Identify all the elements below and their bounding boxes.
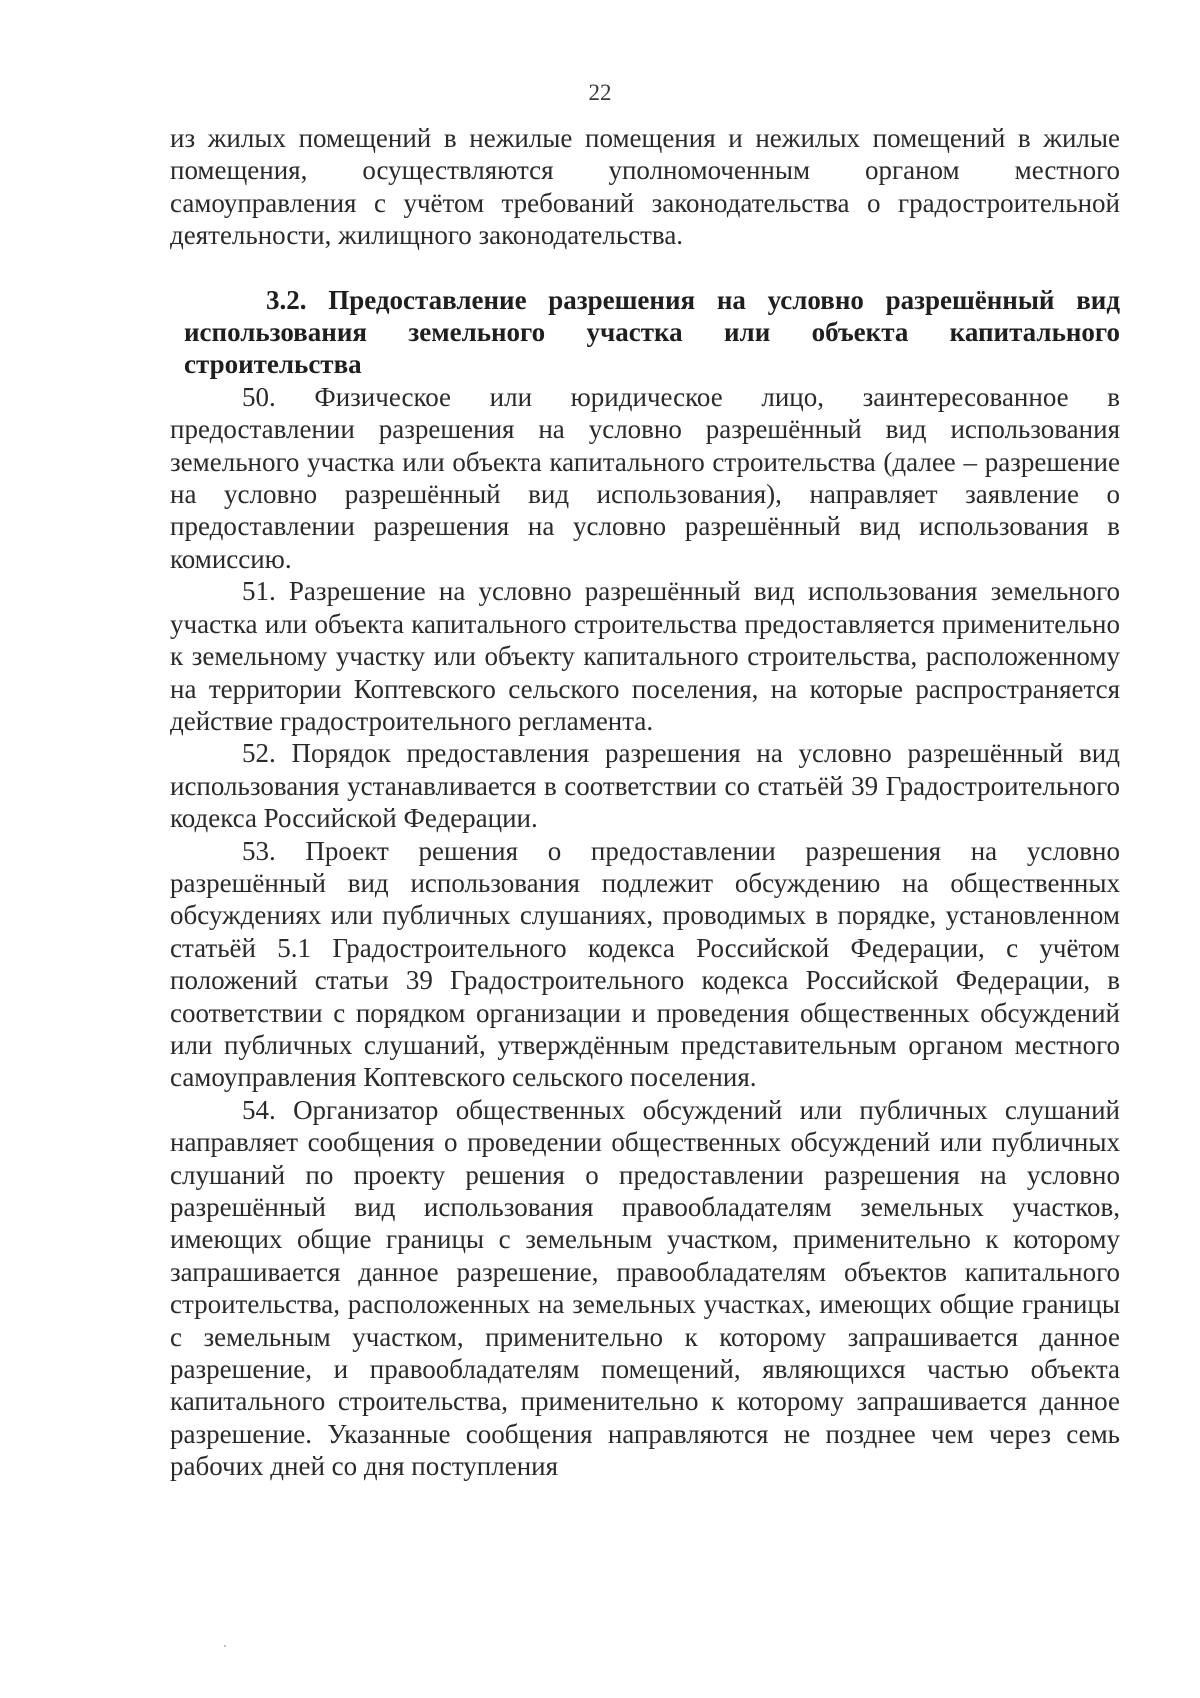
paragraph-54: 54. Организатор общественных обсуждений или публичных слушаний направляет сообщения о проведении общественных обсуждений или публичных слушаний по проекту решения о предоставлении разрешения на условно разрешённый вид использования правообладателям земельных участков, имеющих общие границы с земельным участком, применительно к которому запрашивается данное разрешение, правообладателям объектов капитального строительства, расположенных на земельных участках, имеющих общие границы с земельным участком, применительно к которому запрашивается данное разрешение, и правообладателям помещений, являющихся частью объекта капитального строительства, применительно к которому запрашивается данное разрешение. Указанные сообщения направляются не позднее чем через семь рабочих дней со дня поступления	[170, 1094, 1120, 1482]
page-number: 22	[588, 80, 612, 105]
section-heading: 3.2. Предоставление разрешения на условно разрешённый вид использования земельного участка или объекта капитального строительства	[184, 284, 1120, 380]
paragraph-50: 50. Физическое или юридическое лицо, заинтересованное в предоставлении разрешения на условно разрешённый вид использования земельного участка или объекта капитального строительства (далее – разрешение на условно разрешённый вид использования), направляет заявление о предоставлении разрешения на условно разрешённый вид использования в комиссию.	[170, 381, 1120, 574]
intro-paragraph: из жилых помещений в нежилые помещения и нежилых помещений в жилые помещения, осуществляются уполномоченным органом местного самоуправления с учётом требований законодательства о градостроительной деятельности, жилищного законодательства.	[170, 123, 1120, 251]
document-body	[170, 122, 1120, 1483]
paragraph-51: 51. Разрешение на условно разрешённый вид использования земельного участка или объекта капитального строительства предоставляется применительно к земельному участку или объекту капитального строительства, расположенному на территории Коптевского сельского поселения, на которые распространяется действие градостроительного регламента.	[170, 576, 1120, 736]
paragraph-53: 53. Проект решения о предоставлении разрешения на условно разрешённый вид использования подлежит обсуждению на общественных обсуждениях или публичных слушаниях, проводимых в порядке, установленном статьёй 5.1 Градостроительного кодекса Российской Федерации, с учётом положений статьи 39 Градостроительного кодекса Российской Федерации, в соответствии с порядком организации и проведения общественных обсуждений или публичных слушаний, утверждённым представительным органом местного самоуправления Коптевского сельского поселения.	[170, 835, 1120, 1093]
scan-speck	[224, 1645, 226, 1647]
section-spacer	[170, 252, 1120, 284]
paragraph-52: 52. Порядок предоставления разрешения на условно разрешённый вид использования устанавливается в соответствии со статьёй 39 Градостроительного кодекса Российской Федерации.	[170, 738, 1120, 834]
